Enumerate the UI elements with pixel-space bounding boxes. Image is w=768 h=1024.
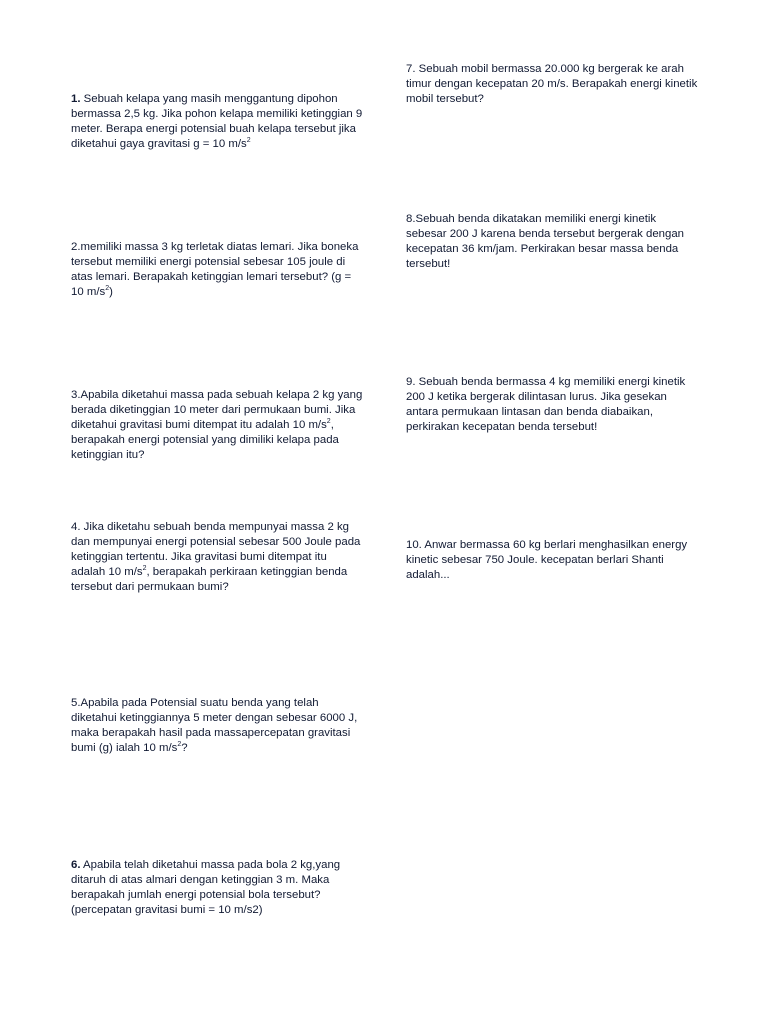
question-4: 4. Jika diketahu sebuah benda mempunyai massa 2 kg dan mempunyai energi potensial sebesar 500 Joule pada ketinggian tertentu. Jika gravitasi bumi ditempat itu adalah 10 $m/s^2$, berapakah perkiraan ketinggian benda tersebut dari permukaan bumi? [71,521,361,593]
superscript: 2 [177,741,182,748]
question-number: 9. [406,376,416,388]
question-text: Apabila telah diketahui massa pada bola 2 kg,yang ditaruh di atas almari dengan ketinggian 3 m. Maka berapakah jumlah energi potensial bola tersebut? (percepatan gravitasi bumi = 10 m/s2) [71,859,341,916]
question-2: 2.memiliki massa 3 kg terletak diatas lemari. Jika boneka tersebut memiliki energi potensial sebesar 105 joule di atas lemari. Berapakah ketinggian lemari tersebut? (g = 10 $m/s^2$) [71,241,359,298]
question-1 [71,92,363,152]
question-8 [406,212,698,272]
question-6 [71,858,363,918]
question-text: Sebuah benda bermassa 4 kg memiliki energi kinetik 200 J ketika bergerak dilintasan lurus. Jika gesekan antara permukaan lintasan dan benda diabaikan, perkirakan kecepatan benda tersebut! [406,376,686,433]
question-number: 10. [406,539,422,551]
superscript: 2 [326,418,331,425]
question-text: Sebuah benda dikatakan memiliki energi kinetik sebesar 200 J karena benda tersebut bergerak dengan kecepatan 36 km/jam. Perkirakan besar massa benda tersebut! [406,213,685,270]
question-text: Jika diketahu sebuah benda mempunyai massa 2 kg dan mempunyai energi potensial sebesar 500 Joule pada ketinggian tertentu. Jika gravitasi bumi ditempat itu adalah 10 m/s [71,521,361,578]
question-text: Sebuah mobil bermassa 20.000 kg bergerak ke arah timur dengan kecepatan 20 m/s. Berapakah energi kinetik mobil tersebut? [406,63,698,105]
question-number: 1. [71,93,81,105]
question-number: 4. [71,521,81,533]
question-7 [406,62,698,107]
superscript: 2 [246,137,251,144]
question-text: Apabila diketahui massa pada sebuah kelapa 2 kg yang berada diketinggian 10 meter dari permukaan bumi. Jika diketahui gravitasi bumi ditempat itu adalah 10 m/s [71,389,363,431]
question-number: 8. [406,213,416,225]
question-text: Sebuah kelapa yang masih menggantung dipohon bermassa 2,5 kg. Jika pohon kelapa memiliki ketinggian 9 meter. Berapa energi potensial buah kelapa tersebut jika diketahui gaya gravitasi g = 10 m/s [71,93,363,150]
question-3: 3.Apabila diketahui massa pada sebuah kelapa 2 kg yang berada diketinggian 10 meter dari permukaan bumi. Jika diketahui gravitasi bumi ditempat itu adalah 10 $m/s^2$, berapakah energi potensial yang dimiliki kelapa pada ketinggian itu? [71,389,363,461]
question-text: Anwar bermassa 60 kg berlari menghasilkan energy kinetic sebesar 750 Joule. kecepatan berlari Shanti adalah... [406,539,688,581]
question-number: 6. [71,859,81,871]
question-text: Apabila pada Potensial suatu benda yang telah diketahui ketinggiannya 5 meter dengan sebesar 6000 J, maka berapakah hasil pada massapercepatan gravitasi bumi (g) ialah 10 m/s [71,697,358,754]
question-number: 2. [71,241,81,253]
question-9 [406,375,698,435]
question-text: memiliki massa 3 kg terletak diatas lemari. Jika boneka tersebut memiliki energi potensial sebesar 105 joule di atas lemari. Berapakah ketinggian lemari tersebut? (g = 10 m/s [71,241,359,298]
superscript: 2 [142,565,147,572]
question-number: 5. [71,697,81,709]
question-number: 7. [406,63,416,75]
question-number: 3. [71,389,81,401]
question-5: 5.Apabila pada Potensial suatu benda yang telah diketahui ketinggiannya 5 meter dengan sebesar 6000 J, maka berapakah hasil pada massapercepatan gravitasi bumi (g) ialah 10 $m/s^2$? [71,697,358,754]
superscript: 2 [105,285,110,292]
question-10 [406,538,698,583]
